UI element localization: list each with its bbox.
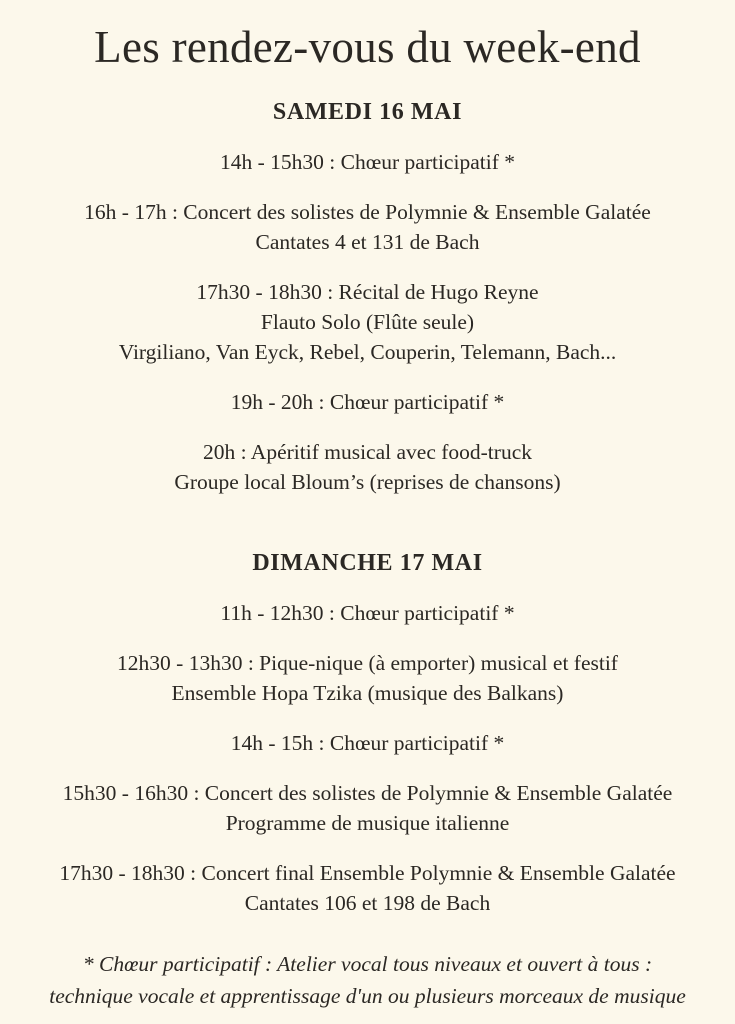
event-choeur-14h-dim (18, 728, 717, 758)
event-concert-solistes-16h (18, 197, 717, 257)
event-line: Programme de musique italienne (225, 811, 510, 835)
section-header-sunday: DIMANCHE 17 MAI (252, 550, 483, 576)
section-header-saturday: SAMEDI 16 MAI (272, 99, 463, 125)
footnote-choeur-participatif (18, 948, 717, 1012)
event-aperitif-20h (18, 437, 717, 497)
event-concert-final-17h30 (18, 858, 717, 918)
event-line: 19h - 20h : Chœur participatif * (230, 390, 505, 414)
event-choeur-14h (18, 147, 717, 177)
event-line: 11h - 12h30 : Chœur participatif * (220, 601, 515, 625)
event-line: Cantates 106 et 198 de Bach (244, 891, 491, 915)
event-line: 16h - 17h : Concert des solistes de Polymnie & Ensemble Galatée (84, 200, 651, 224)
event-line: 20h : Apéritif musical avec food-truck (203, 440, 532, 464)
section-saturday (18, 98, 717, 497)
event-line: 14h - 15h : Chœur participatif * (230, 731, 505, 755)
event-line: Groupe local Bloum’s (reprises de chansons) (174, 470, 561, 494)
event-line: Cantates 4 et 131 de Bach (255, 230, 480, 254)
event-line: Flauto Solo (Flûte seule) (260, 310, 475, 334)
event-choeur-19h (18, 387, 717, 417)
event-line: Ensemble Hopa Tzika (musique des Balkans) (171, 681, 564, 705)
event-line: 17h30 - 18h30 : Récital de Hugo Reyne (196, 280, 539, 304)
section-sunday (18, 549, 717, 918)
event-concert-solistes-15h30 (18, 778, 717, 838)
event-recital-hugo-reyne (18, 277, 717, 367)
event-line: 14h - 15h30 : Chœur participatif * (220, 150, 515, 174)
event-line: Virgiliano, Van Eyck, Rebel, Couperin, Telemann, Bach... (118, 340, 617, 364)
event-line: 17h30 - 18h30 : Concert final Ensemble Polymnie & Ensemble Galatée (59, 861, 676, 885)
event-choeur-11h (18, 598, 717, 628)
footnote-line: * Chœur participatif : Atelier vocal tous niveaux et ouvert à tous : (82, 952, 653, 976)
event-pique-nique-12h30 (18, 648, 717, 708)
footnote-line: technique vocale et apprentissage d'un ou plusieurs morceaux de musique (49, 984, 686, 1008)
event-line: 15h30 - 16h30 : Concert des solistes de Polymnie & Ensemble Galatée (62, 781, 673, 805)
event-line: 12h30 - 13h30 : Pique-nique (à emporter) musical et festif (117, 651, 618, 675)
page-title: Les rendez-vous du week-end (94, 22, 641, 72)
